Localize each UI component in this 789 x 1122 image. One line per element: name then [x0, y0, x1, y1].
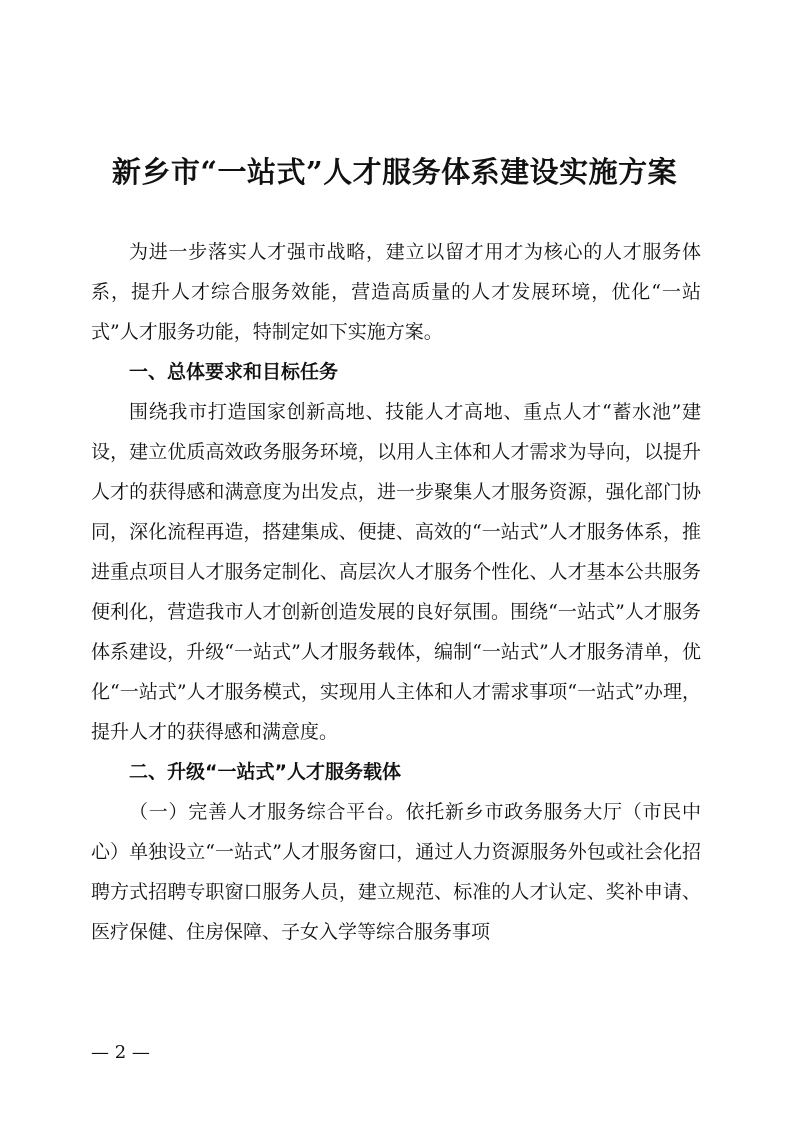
section-heading-2: 二、升级“一站式”人才服务载体 — [129, 761, 401, 783]
document-title: 新乡市“一站式”人才服务体系建设实施方案 — [111, 155, 678, 189]
section-heading-1: 一、总体要求和目标任务 — [129, 361, 339, 383]
section-2-paragraph: （一）完善人才服务综合平台。依托新乡市政务服务大厅（市民中心）单独设立“一站式”人才服务窗口，通过人力资源服务外包或社会化招聘方式招聘专职窗口服务人员，建立规范、标准的人才认定、奖补申请、医疗保健、住房保障、子女入学等综合服务事项 — [91, 801, 701, 943]
intro-paragraph: 为进一步落实人才强市战略，建立以留才用才为核心的人才服务体系，提升人才综合服务效能，营造高质量的人才发展环境，优化“一站式”人才服务功能，特制定如下实施方案。 — [91, 241, 701, 343]
document-body — [91, 232, 701, 952]
page-number: — 2 — — [91, 1042, 150, 1063]
section-1-paragraph: 围绕我市打造国家创新高地、技能人才高地、重点人才“蓄水池”建设，建立优质高效政务服务环境，以用人主体和人才需求为导向，以提升人才的获得感和满意度为出发点，进一步聚集人才服务资源，强化部门协同，深化流程再造，搭建集成、便捷、高效的“一站式”人才服务体系，推进重点项目人才服务定制化、高层次人才服务个性化、人才基本公共服务便利化，营造我市人才创新创造发展的良好氛围。围绕“一站式”人才服务体系建设，升级“一站式”人才服务载体，编制“一站式”人才服务清单，优化“一站式”人才服务模式，实现用人主体和人才需求事项“一站式”办理，提升人才的获得感和满意度。 — [91, 401, 701, 743]
